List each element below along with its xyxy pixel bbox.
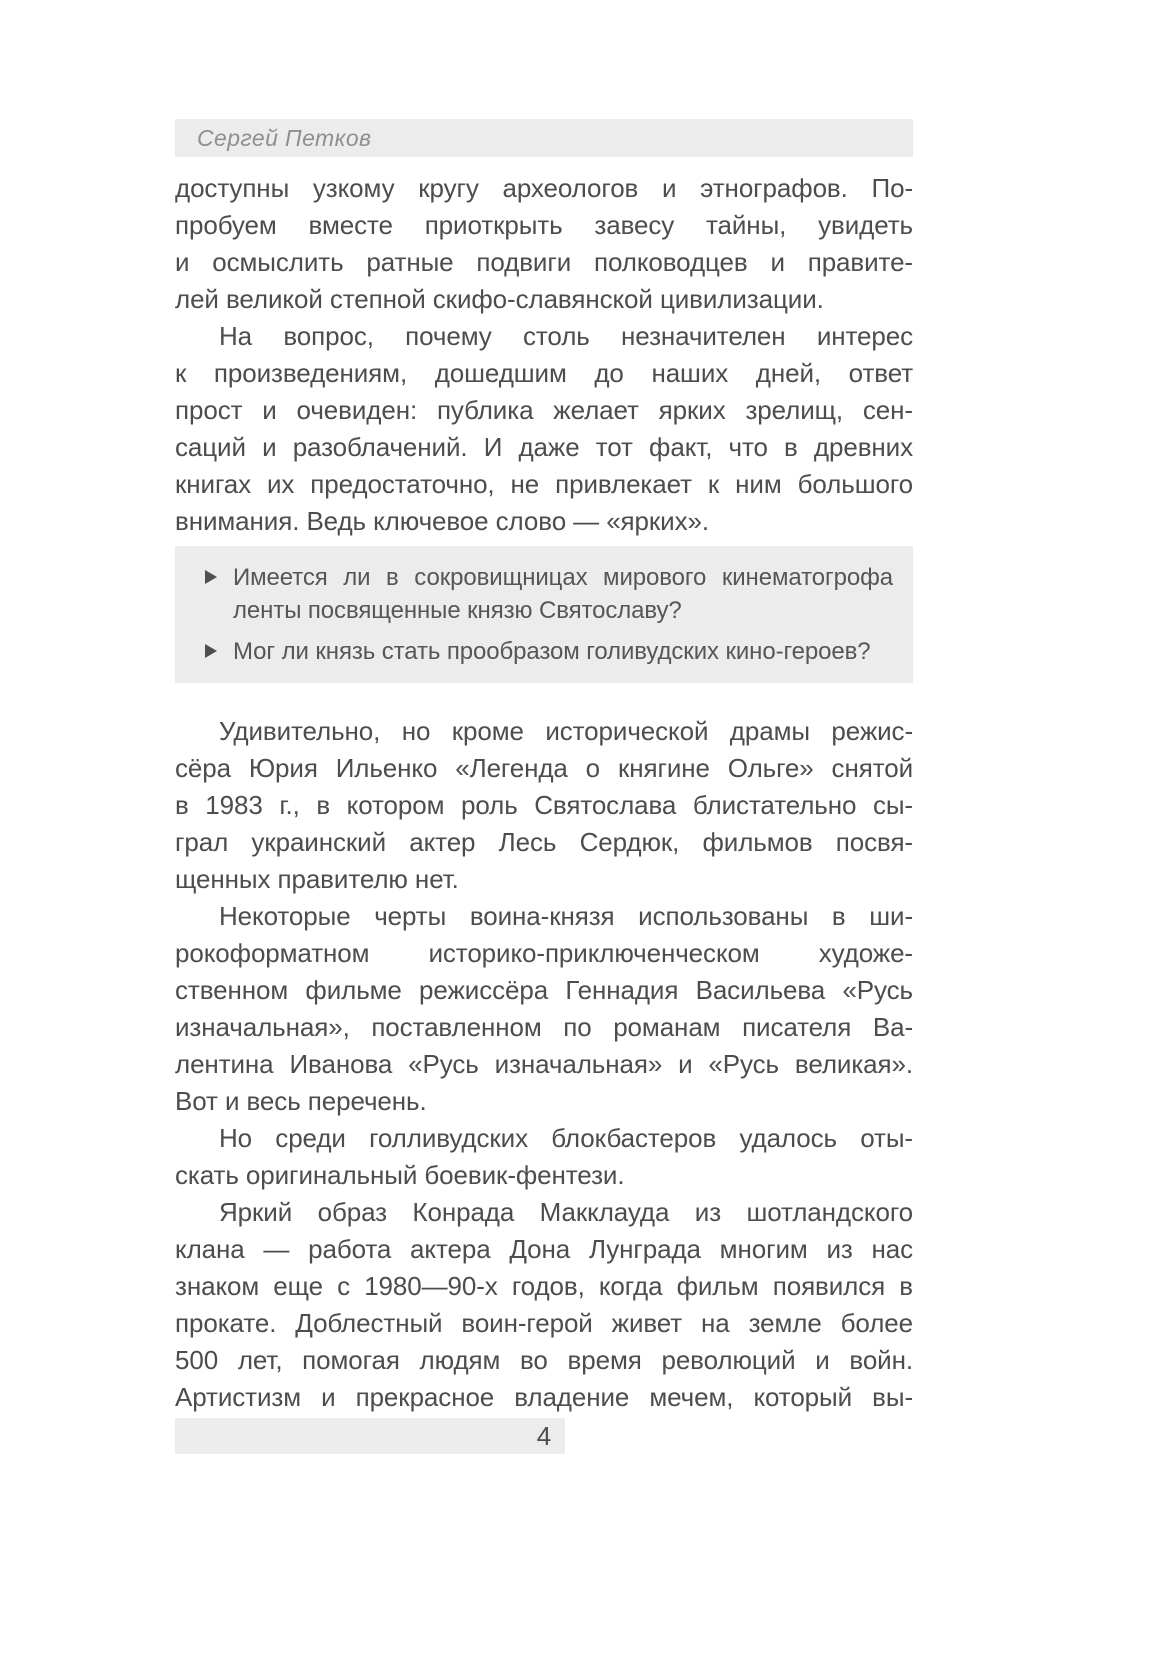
callout-box <box>175 546 913 683</box>
arrow-bullet-icon <box>205 561 233 627</box>
text-line: клана — работа актера Дона Лунграда многим из нас <box>175 1234 913 1264</box>
page-footer <box>175 1418 913 1454</box>
text-line: и осмыслить ратные подвиги полководцев и правите- <box>175 247 913 277</box>
arrow-bullet-icon <box>205 635 233 668</box>
paragraph <box>175 713 913 898</box>
paragraph-group-after <box>175 713 913 1416</box>
text-line: лентина Иванова «Русь изначальная» и «Русь великая». <box>175 1049 913 1079</box>
callout-text <box>233 561 893 627</box>
text-line: изначальная», поставленном по романам писателя Ва- <box>175 1012 913 1042</box>
paragraph <box>175 318 913 540</box>
paragraph-group-before <box>175 170 913 540</box>
body-text <box>175 170 913 1416</box>
text-line: скать оригинальный боевик-фентези. <box>175 1160 625 1190</box>
text-line: прокате. Доблестный воин-герой живет на земле более <box>175 1308 913 1338</box>
text-line: Вот и весь перечень. <box>175 1086 427 1116</box>
text-line: Мог ли князь стать прообразом голивудских кино-героев? <box>233 638 871 665</box>
page-header <box>175 119 913 157</box>
paragraph <box>175 898 913 1120</box>
text-line: в 1983 г., в котором роль Святослава блистательно сы- <box>175 790 913 820</box>
text-line: ственном фильме режиссёра Геннадия Васильева «Русь <box>175 975 913 1005</box>
text-line: внимания. Ведь ключевое слово — «ярких». <box>175 506 709 536</box>
paragraph <box>175 1120 913 1194</box>
text-line: Удивительно, но кроме исторической драмы режис- <box>219 716 913 746</box>
text-line: щенных правителю нет. <box>175 864 459 894</box>
text-line: Имеется ли в сокровищницах мирового кинематогрофа <box>233 564 893 591</box>
text-line: прост и очевиден: публика желает ярких зрелищ, сен- <box>175 395 913 425</box>
text-line: рокоформатном историко-приключенческом художе- <box>175 938 913 968</box>
text-line: Артистизм и прекрасное владение мечем, который вы- <box>175 1382 913 1412</box>
text-line: ленты посвященные князю Святославу? <box>233 597 682 624</box>
callout-item <box>205 561 893 627</box>
text-line: доступны узкому кругу археологов и этнографов. По- <box>175 173 913 203</box>
text-line: саций и разоблачений. И даже тот факт, что в древних <box>175 432 913 462</box>
paragraph <box>175 170 913 318</box>
text-line: Некоторые черты воина-князя использованы в ши- <box>219 901 913 931</box>
text-line: пробуем вместе приоткрыть завесу тайны, увидеть <box>175 210 913 240</box>
text-line: грал украинский актер Лесь Сердюк, фильмов посвя- <box>175 827 913 857</box>
text-line: лей великой степной скифо-славянской цивилизации. <box>175 284 824 314</box>
text-line: сёра Юрия Ильенко «Легенда о княгине Ольге» снятой <box>175 753 913 783</box>
text-line: 500 лет, помогая людям во время революций и войн. <box>175 1345 913 1375</box>
text-line: знаком еще с 1980—90-х годов, когда фильм появился в <box>175 1271 913 1301</box>
author-name: Сергей Петков <box>197 124 372 151</box>
callout-text <box>233 635 893 668</box>
text-line: Яркий образ Конрада Макклауда из шотландского <box>219 1197 913 1227</box>
text-line: книгах их предостаточно, не привлекает к ним большого <box>175 469 913 499</box>
callout-item <box>205 635 893 668</box>
text-line: На вопрос, почему столь незначителен интерес <box>219 321 913 351</box>
text-line: к произведениям, дошедшим до наших дней, ответ <box>175 358 913 388</box>
paragraph <box>175 1194 913 1416</box>
text-line: Но среди голливудских блокбастеров удалось оты- <box>219 1123 913 1153</box>
page-number: 4 <box>536 1421 552 1451</box>
